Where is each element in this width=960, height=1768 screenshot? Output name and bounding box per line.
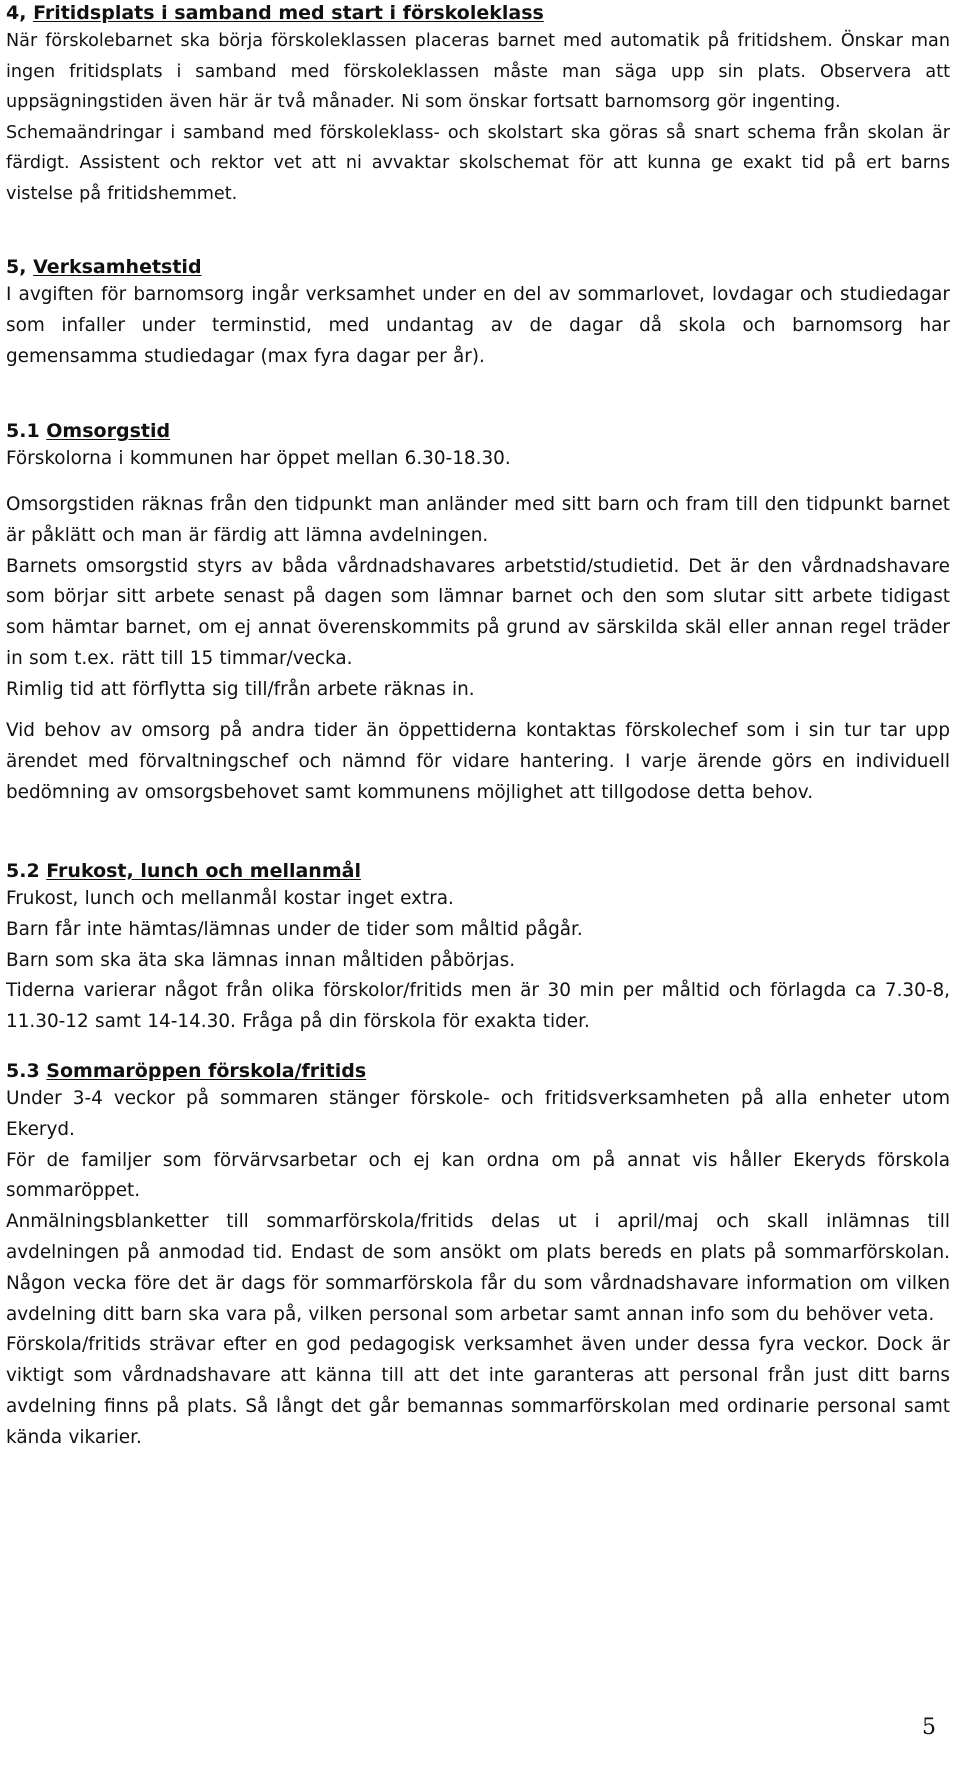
omsorgstid-para-2: Barnets omsorgstid styrs av båda vårdnadshavares arbetstid/studietid. Det är den vårdnadshavare som börjar sitt arbete senast på dagen som lämnar barnet och den som slutar sitt arbete tidigast som hämtar barnet, om ej annat överenskommits på grund av särskilda skäl eller annan regel träder in som t.ex. rätt till 15 timmar/vecka. <box>6 555 950 669</box>
section-5-number: 5, <box>6 256 34 278</box>
section-5-heading <box>6 254 950 280</box>
page-number: 5 <box>922 1715 936 1740</box>
section-5-3-number: 5.3 <box>6 1060 47 1082</box>
section-5-3 <box>6 1058 950 1454</box>
section-5-1 <box>6 418 950 475</box>
meal-line-2: Barn får inte hämtas/lämnas under de tider som måltid pågår. <box>6 918 583 940</box>
opening-hours-text: Förskolorna i kommunen har öppet mellan 6.30-18.30. <box>6 448 511 469</box>
section-5-3-title: Sommaröppen förskola/fritids <box>46 1060 367 1082</box>
section-5-title: Verksamhetstid <box>33 256 202 278</box>
section-5 <box>6 254 950 372</box>
section-5-1-extra <box>6 716 950 808</box>
omsorgstid-para-3: Rimlig tid att förflytta sig till/från arbete räknas in. <box>6 678 475 700</box>
meal-line-4: Tiderna varierar något från olika förskolor/fritids men är 30 min per måltid och förlagda ca 7.30-8, 11.30-12 samt 14-14.30. Fråga på din förskola för exakta tider. <box>6 980 950 1033</box>
section-5-2-number: 5.2 <box>6 860 47 882</box>
section-4-title: Fritidsplats i samband med start i förskoleklass <box>33 2 544 24</box>
section-5-2-heading <box>6 858 950 884</box>
summer-para-2: För de familjer som förvärvsarbetar och ej kan ordna om på annat vis håller Ekeryds förskola sommaröppet. <box>6 1149 950 1202</box>
meal-line-3: Barn som ska äta ska lämnas innan måltiden påbörjas. <box>6 949 516 971</box>
section-5-2 <box>6 858 950 1038</box>
meal-line-1: Frukost, lunch och mellanmål kostar inget extra. <box>6 888 454 909</box>
section-5-1-title: Omsorgstid <box>46 420 171 442</box>
section-4 <box>6 0 950 209</box>
section-5-1-number: 5.1 <box>6 420 47 442</box>
summer-para-3: Anmälningsblanketter till sommarförskola/fritids delas ut i april/maj och skall inlämnas till avdelningen på anmodad tid. Endast de som ansökt om plats bereds en plats på sommarförskolan. Någon vecka före det är dags för sommarförskola får du som vårdnadshavare information om vilken avdelning ditt barn ska vara på, vilken personal som arbetar samt annan info som du behöver veta. <box>6 1211 950 1325</box>
section-4-body-2: Schemaändringar i samband med förskoleklass- och skolstart ska göras så snart schema från skolan är färdigt. Assistent och rektor vet att ni avvaktar skolschemat för att kunna ge exakt tid på ert barns vistelse på fritidshemmet. <box>6 122 950 204</box>
omsorgstid-para-1: Omsorgstiden räknas från den tidpunkt man anländer med sitt barn och fram till den tidpunkt barnet är påklätt och man är färdig att lämna avdelningen. <box>6 494 950 546</box>
omsorgstid-para-4: Vid behov av omsorg på andra tider än öppettiderna kontaktas förskolechef som i sin tur tar upp ärendet med förvaltningschef och nämnd för vidare hantering. I varje ärende görs en individuell bedömning av omsorgsbehovet samt kommunens möjlighet att tillgodose detta behov. <box>6 720 950 803</box>
section-4-body-1: När förskolebarnet ska börja förskoleklassen placeras barnet med automatik på fritidshem. Önskar man ingen fritidsplats i samband med förskoleklassen måste man säga upp sin plats. Observera att uppsägningstiden även här är två månader. Ni som önskar fortsatt barnomsorg gör ingenting. <box>6 31 950 112</box>
section-4-number: 4, <box>6 2 34 24</box>
section-4-heading <box>6 0 950 26</box>
section-5-body: I avgiften för barnomsorg ingår verksamhet under en del av sommarlovet, lovdagar och studiedagar som infaller under terminstid, med undantag av de dagar då skola och barnomsorg har gemensamma studiedagar (max fyra dagar per år). <box>6 284 950 367</box>
section-5-1-heading <box>6 418 950 444</box>
summer-para-4: Förskola/fritids strävar efter en god pedagogisk verksamhet även under dessa fyra veckor. Dock är viktigt som vårdnadshavare att känna till att det inte garanteras att personal från just ditt barns avdelning finns på plats. Så långt det går bemannas sommarförskolan med ordinarie personal samt kända vikarier. <box>6 1334 950 1448</box>
section-5-3-heading <box>6 1058 950 1084</box>
section-5-1-paragraphs <box>6 490 950 706</box>
section-5-2-title: Frukost, lunch och mellanmål <box>46 860 361 882</box>
summer-para-1: Under 3-4 veckor på sommaren stänger förskole- och fritidsverksamheten på alla enheter utom Ekeryd. <box>6 1088 950 1140</box>
